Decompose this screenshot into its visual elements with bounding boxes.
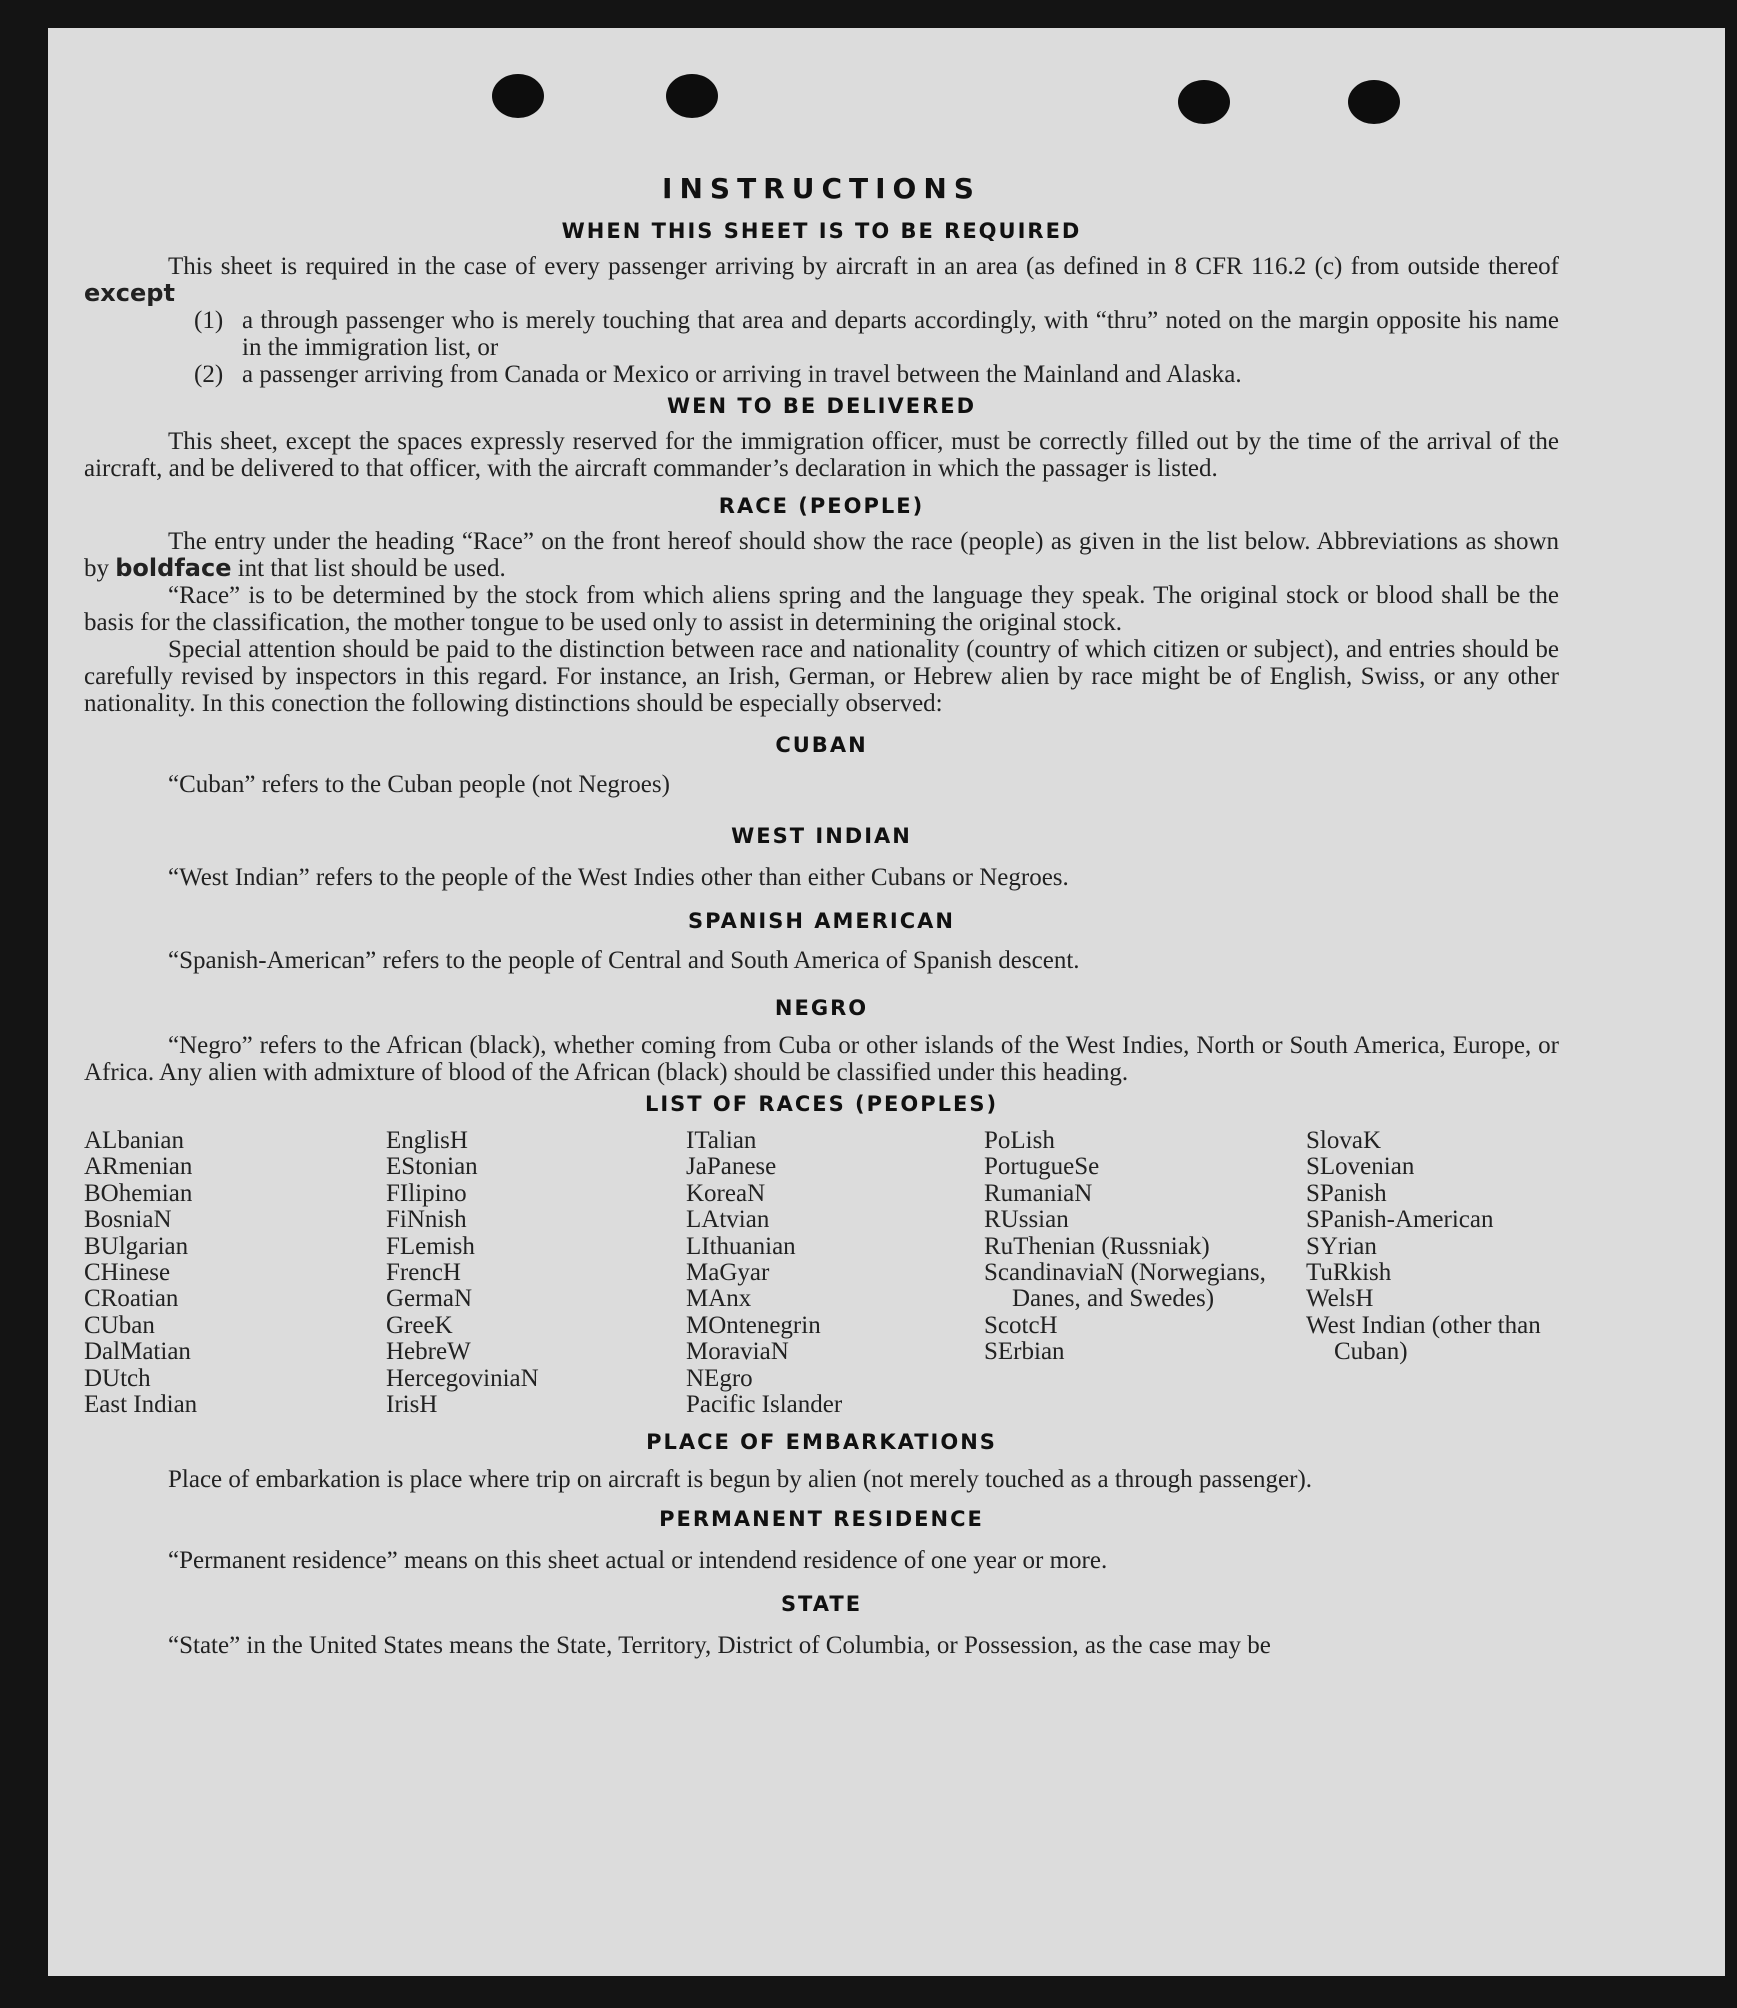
race-entry: LIthuanian: [686, 1232, 796, 1260]
race-entry: EnglisH: [386, 1127, 468, 1154]
race-entry: MaGyar: [686, 1259, 770, 1287]
heading-negro: NEGRO: [774, 996, 869, 1020]
race-entry: DUtch: [84, 1364, 151, 1392]
page-title: INSTRUCTIONS: [662, 172, 981, 205]
race-entry: RumaniaN: [984, 1179, 1093, 1207]
race-entry: FLemish: [386, 1232, 475, 1260]
race-entry: FrencH: [386, 1259, 461, 1287]
race-entry: SLovenian: [1306, 1153, 1415, 1181]
race-entry: PoLish: [984, 1127, 1055, 1154]
race-entry: CRoatian: [84, 1285, 179, 1313]
except-word: except: [84, 279, 175, 307]
negro-text: “Negro” refers to the African (black), whether coming from Cuba or other islands of the West Indies, North or South America, Europe, or Africa. Any alien with admixture of blood of the African (black) should be classified under this heading.: [84, 1032, 1559, 1086]
race-entry: KoreaN: [686, 1179, 766, 1207]
race-entry: RUssian: [984, 1206, 1069, 1234]
when-delivered-text: This sheet, except the spaces expressly reserved for the immigration officer, must be correctly filled out by the time of the arrival of the aircraft, and be delivered to that officer, with the aircraft commander’s declaration in which the passager is listed.: [84, 428, 1559, 482]
race-entry: PortugueSe: [984, 1153, 1100, 1181]
race-entry: EStonian: [386, 1153, 478, 1181]
race-paragraph-1: [84, 528, 1559, 582]
when-required-intro-text: This sheet is required in the case of every passenger arriving by aircraft in an area (as defined in 8 CFR 116.2 (c) from outside thereof: [168, 253, 1559, 280]
races-column-3: [686, 1128, 984, 1418]
race-entry: MoraviaN: [686, 1338, 789, 1366]
race-entry: West Indian (other than Cuban): [1306, 1311, 1541, 1366]
when-required-item-2: [194, 361, 1559, 388]
races-column-2: [386, 1128, 686, 1418]
race-entry: ITalian: [686, 1127, 757, 1154]
punch-hole: [1178, 80, 1230, 124]
race-entry: MOntenegrin: [686, 1311, 821, 1339]
race-entry: BOhemian: [84, 1179, 193, 1207]
race-entry: SlovaK: [1306, 1127, 1381, 1154]
race-entry: BosniaN: [84, 1206, 172, 1234]
item-text: a through passenger who is merely touching that area and departs accordingly, with “thru” noted on the margin opposite his name in the immigration list, or: [242, 307, 1559, 361]
heading-race: RACE (PEOPLE): [718, 494, 925, 518]
races-list: [84, 1128, 1559, 1418]
races-column-5: [1306, 1128, 1559, 1418]
race-entry: CUban: [84, 1311, 155, 1339]
race-entry: SPanish: [1306, 1179, 1387, 1207]
race-entry: RuThenian (Russniak): [984, 1232, 1210, 1260]
west-indian-text: “West Indian” refers to the people of the West Indies other than either Cubans or Negroes.: [168, 864, 1069, 891]
race-entry: East Indian: [84, 1391, 198, 1419]
heading-cuban: CUBAN: [775, 733, 868, 757]
punch-hole: [492, 74, 544, 118]
race-entry: ARmenian: [84, 1153, 193, 1181]
race-entry: GreeK: [386, 1311, 453, 1339]
item-number: (2): [194, 361, 224, 388]
item-text: a passenger arriving from Canada or Mexico or arriving in travel between the Mainland and Alaska.: [242, 361, 1242, 388]
race-p1-text-end: int that list should be used.: [237, 555, 506, 582]
heading-west-indian: WEST INDIAN: [731, 824, 912, 848]
heading-when-delivered: WEN TO BE DELIVERED: [666, 394, 977, 418]
race-entry: HercegoviniaN: [386, 1364, 539, 1392]
race-entry: LAtvian: [686, 1206, 770, 1234]
when-required-intro: [84, 253, 1559, 307]
race-entry: BUlgarian: [84, 1232, 189, 1260]
race-entry: SYrian: [1306, 1232, 1377, 1260]
race-entry: WelsH: [1306, 1285, 1374, 1313]
race-entry: MAnx: [686, 1285, 752, 1313]
race-entry: SPanish-American: [1306, 1206, 1494, 1234]
heading-state: STATE: [780, 1592, 863, 1617]
spanish-american-text: “Spanish-American” refers to the people of Central and South America of Spanish descent.: [168, 947, 1080, 974]
race-entry: IrisH: [386, 1391, 438, 1419]
heading-permanent-residence: PERMANENT RESIDENCE: [659, 1507, 984, 1532]
race-entry: JaPanese: [686, 1153, 777, 1181]
race-paragraph-2: “Race” is to be determined by the stock from which aliens spring and the language they speak. The original stock or blood shall be the basis for the classification, the mother tongue to be used only to assist in determining the original stock.: [84, 582, 1559, 636]
race-entry: NEgro: [686, 1364, 753, 1392]
heading-spanish-american: SPANISH AMERICAN: [688, 909, 955, 933]
races-column-4: [984, 1128, 1306, 1418]
item-number: (1): [194, 307, 224, 334]
heading-list-of-races: LIST OF RACES (PEOPLES): [644, 1092, 999, 1116]
races-column-1: [84, 1128, 386, 1418]
race-paragraph-3: Special attention should be paid to the distinction between race and nationality (country of which citizen or subject), and entries should be carefully revised by inspectors in this regard. For instance, an Irish, German, or Hebrew alien by race might be of English, Swiss, or any other nationality. In this conection the following distinctions should be especially observed:: [84, 636, 1559, 717]
race-entry: ScandinaviaN (Norwegians, Danes, and Swedes): [984, 1259, 1266, 1313]
race-entry: DalMatian: [84, 1338, 191, 1366]
cuban-text: “Cuban” refers to the Cuban people (not Negroes): [168, 771, 670, 798]
punch-hole: [666, 74, 718, 118]
race-entry: TuRkish: [1306, 1259, 1392, 1287]
race-entry: FIlipino: [386, 1179, 467, 1207]
race-entry: Pacific Islander: [686, 1391, 843, 1419]
race-entry: HebreW: [386, 1338, 471, 1366]
when-required-item-1: [194, 307, 1559, 361]
race-p1-text: The entry under the heading “Race” on the front hereof should show the race (people) as given in the list below. Abbreviations as shown by: [84, 528, 1559, 582]
state-text: “State” in the United States means the State, Territory, District of Columbia, or Possession, as the case may be: [168, 1632, 1271, 1660]
heading-embarkation: PLACE OF EMBARKATIONS: [646, 1430, 997, 1455]
punch-hole: [1348, 80, 1400, 124]
race-entry: ALbanian: [84, 1127, 184, 1154]
race-entry: SErbian: [984, 1338, 1065, 1366]
race-entry: FiNnish: [386, 1206, 467, 1234]
race-entry: ScotcH: [984, 1311, 1058, 1339]
race-entry: GermaN: [386, 1285, 473, 1313]
permanent-residence-text: “Permanent residence” means on this sheet actual or intendend residence of one year or more.: [168, 1547, 1108, 1575]
heading-when-required: WHEN THIS SHEET IS TO BE REQUIRED: [561, 219, 1082, 243]
document-content: [84, 172, 1559, 1659]
race-entry: CHinese: [84, 1259, 171, 1287]
embarkation-text: Place of embarkation is place where trip on aircraft is begun by alien (not merely touched as a through passenger).: [168, 1466, 1313, 1494]
boldface-word: boldface: [115, 554, 232, 582]
